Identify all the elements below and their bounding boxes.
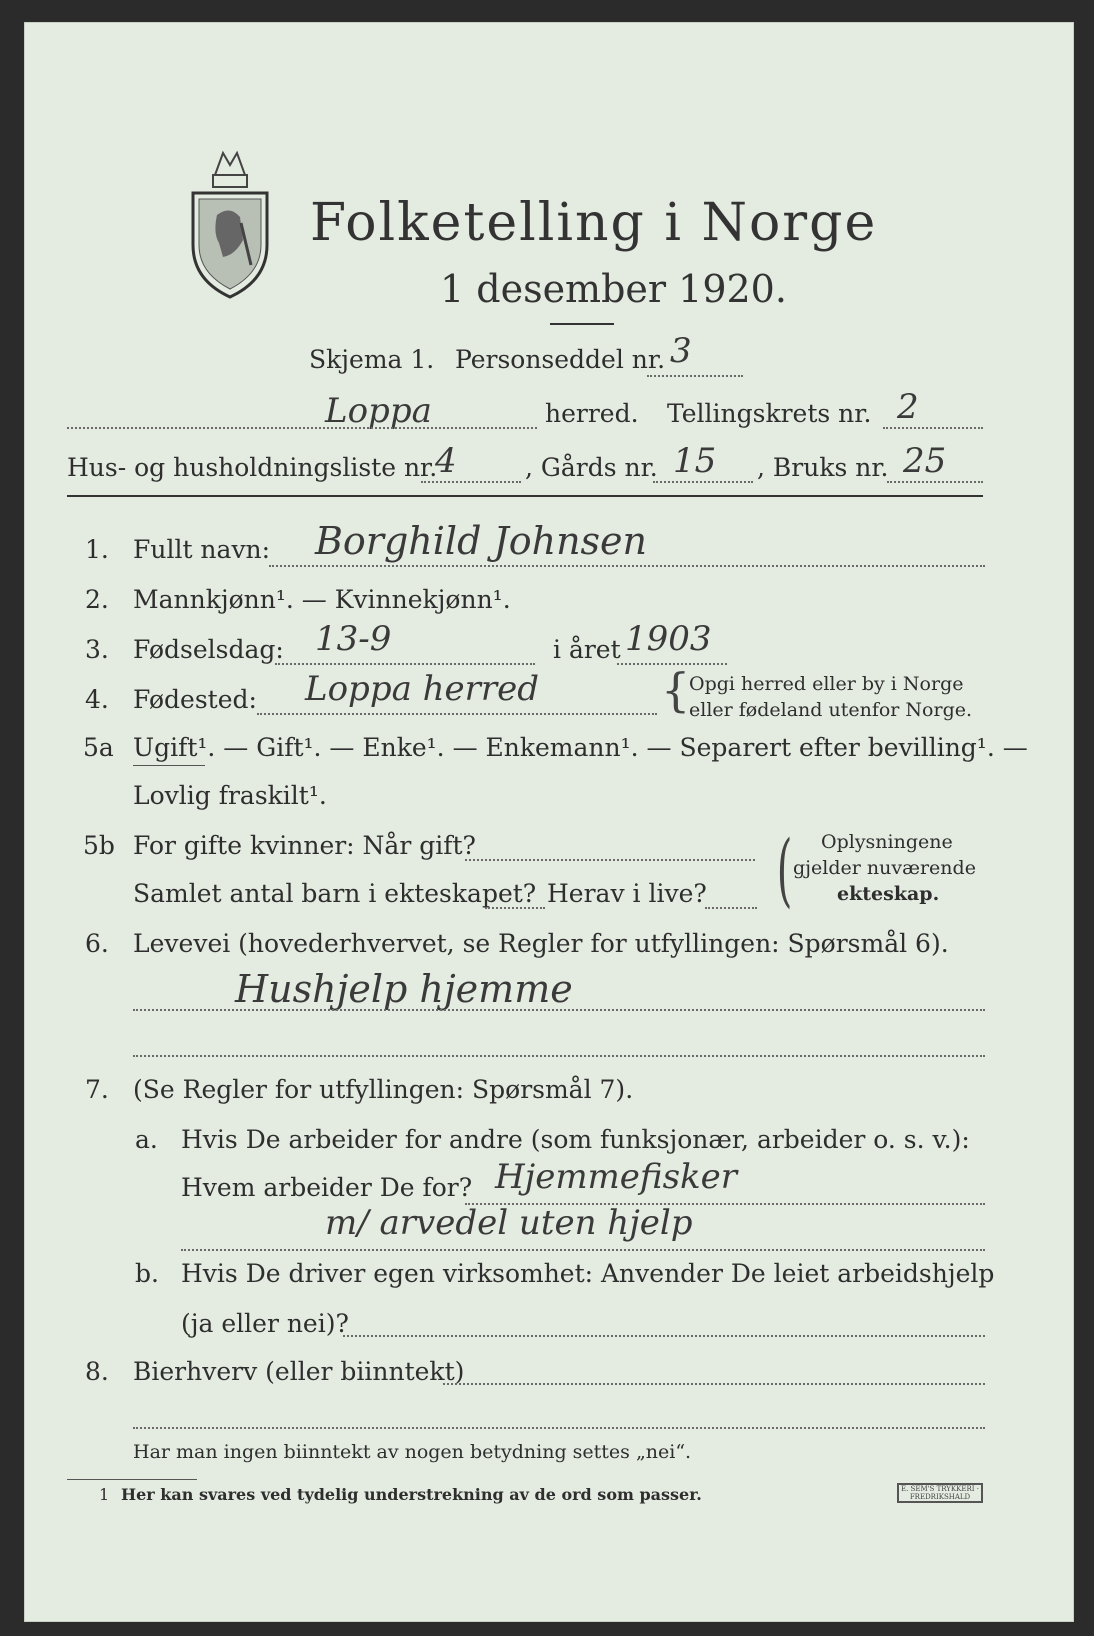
- form-title: Folketelling i Norge: [310, 193, 878, 253]
- no-income-note: Har man ingen biinntekt av nogen betydning settes „nei“.: [133, 1441, 692, 1463]
- birthplace-note-line1: Opgi herred eller by i Norge: [689, 673, 964, 695]
- q1-label: Fullt navn:: [133, 535, 271, 564]
- q4-number: 4.: [85, 685, 109, 714]
- marriage-note-line2: gjelder nuværende: [793, 857, 976, 879]
- married-when-label: For gifte kvinner: Når gift?: [133, 831, 476, 860]
- coat-of-arms-icon: [185, 145, 275, 300]
- marriage-note-line3: ekteskap.: [837, 883, 940, 905]
- marital-status-options: Ugift¹. — Gift¹. — Enke¹. — Enkemann¹. — Separert efter bevilling¹. —: [133, 733, 1028, 762]
- q8-label: Bierhverv (eller biinntekt): [133, 1357, 465, 1386]
- marital-status-options-line2: Lovlig fraskilt¹.: [133, 781, 327, 810]
- tellingskrets-value: 2: [897, 387, 919, 427]
- q1-number: 1.: [85, 535, 109, 564]
- q7b-line1: Hvis De driver egen virksomhet: Anvender De leiet arbeidshjelp: [181, 1259, 995, 1288]
- bruks-value: 25: [903, 441, 947, 481]
- ugift-underline: [133, 765, 205, 766]
- census-form: Folketelling i Norge 1 desember 1920. Skjema 1. Personseddel nr. 3 Loppa herred. Tellingskrets nr. 2 Hus- og husholdningsliste nr. 4 , Gårds nr. 15 , Bruks nr. 25 1. Fullt navn: Borghild Johnsen 2. Mannkjønn¹. — Kvinnekjønn¹. 3. Fødselsdag: 13-9 i året 1903 4. Fødested: Loppa herred { Opgi herred eller by i Norge eller fødeland utenfor Norge. 5a Ugift¹. — Gift¹. — Enke¹. — Enkemann¹. — Separert efter bevilling¹. — Lovlig fraskilt¹. 5b For gifte kvinner: Når gift? Samlet antal barn i ekteskapet? Herav i live? ( Oplysningene gjelder nuværende ekteskap. 6. Levevei (hovederhvervet, se Regler for utfyllingen: Spørsmål 6). Hushjelp hjemme 7. (Se Regler for utfyllingen: Spørsmål 7). a. Hvis De arbeider for andre (som funksjonær, arbeider o. s. v.): Hvem arbeider De for? Hjemmefisker m/ arvedel uten hjelp b. Hvis De driver egen virksomhet: Anvender De leiet arbeidshjelp (ja eller nei)? 8. Bierhverv (eller biinntekt) Har man ingen biinntekt av nogen betydning settes „nei“. 1 Her kan svares ved tydelig understrekning av de ord som passer. E. SEM'S TRYKKERI · FREDRIKSHALD: [24, 22, 1074, 1622]
- occupation-value: Hushjelp hjemme: [235, 967, 573, 1011]
- employer-value-line2: m/ arvedel uten hjelp: [325, 1203, 693, 1243]
- q7-label: (Se Regler for utfyllingen: Spørsmål 7).: [133, 1075, 634, 1104]
- census-date: 1 desember 1920.: [440, 267, 787, 311]
- note-brace: {: [661, 663, 691, 717]
- hired-help-label: (ja eller nei)?: [181, 1309, 349, 1338]
- herred-label: herred.: [545, 399, 639, 428]
- gards-label: , Gårds nr.: [525, 453, 658, 482]
- q7-number: 7.: [85, 1075, 109, 1104]
- q5a-number: 5a: [83, 733, 114, 762]
- birthplace-value: Loppa herred: [305, 669, 540, 709]
- schema-label: Skjema 1.: [309, 345, 435, 374]
- gards-value: 15: [673, 441, 717, 481]
- q3-label: Fødselsdag:: [133, 635, 284, 664]
- q8-number: 8.: [85, 1357, 109, 1386]
- children-count-label: Samlet antal barn i ekteskapet?: [133, 879, 537, 908]
- q7b-letter: b.: [135, 1259, 159, 1288]
- title-divider: [550, 323, 614, 325]
- footnote-text: Her kan svares ved tydelig understrekning av de ord som passer.: [121, 1485, 702, 1504]
- q6-label: Levevei (hovederhvervet, se Regler for utfyllingen: Spørsmål 6).: [133, 929, 949, 958]
- children-alive-label: Herav i live?: [547, 879, 707, 908]
- printer-stamp: E. SEM'S TRYKKERI · FREDRIKSHALD: [897, 1483, 983, 1503]
- q7a-line1: Hvis De arbeider for andre (som funksjonær, arbeider o. s. v.):: [181, 1125, 970, 1154]
- q6-number: 6.: [85, 929, 109, 958]
- footnote-divider: [67, 1479, 197, 1480]
- section-divider: [67, 495, 983, 497]
- personseddel-value: 3: [670, 331, 692, 371]
- q3-number: 3.: [85, 635, 109, 664]
- husholdningsliste-value: 4: [435, 441, 457, 481]
- full-name-value: Borghild Johnsen: [315, 519, 647, 563]
- personseddel-label: Personseddel nr.: [455, 345, 666, 374]
- employer-value: Hjemmefisker: [495, 1157, 738, 1197]
- footnote-mark: 1: [99, 1485, 110, 1504]
- bruks-label: , Bruks nr.: [757, 453, 889, 482]
- tellingskrets-label: Tellingskrets nr.: [667, 399, 872, 428]
- q4-label: Fødested:: [133, 685, 257, 714]
- birth-year-label: i året: [553, 635, 621, 664]
- employer-label: Hvem arbeider De for?: [181, 1173, 473, 1202]
- herred-value: Loppa: [325, 391, 432, 431]
- birth-year-value: 1903: [625, 619, 712, 659]
- birthday-value: 13-9: [315, 619, 392, 659]
- birthplace-note-line2: eller fødeland utenfor Norge.: [689, 699, 973, 721]
- gender-options: Mannkjønn¹. — Kvinnekjønn¹.: [133, 585, 511, 614]
- q7a-letter: a.: [135, 1125, 158, 1154]
- q2-number: 2.: [85, 585, 109, 614]
- q5b-number: 5b: [83, 831, 115, 860]
- husholdningsliste-label: Hus- og husholdningsliste nr.: [67, 453, 438, 482]
- marriage-note-line1: Oplysningene: [821, 831, 953, 853]
